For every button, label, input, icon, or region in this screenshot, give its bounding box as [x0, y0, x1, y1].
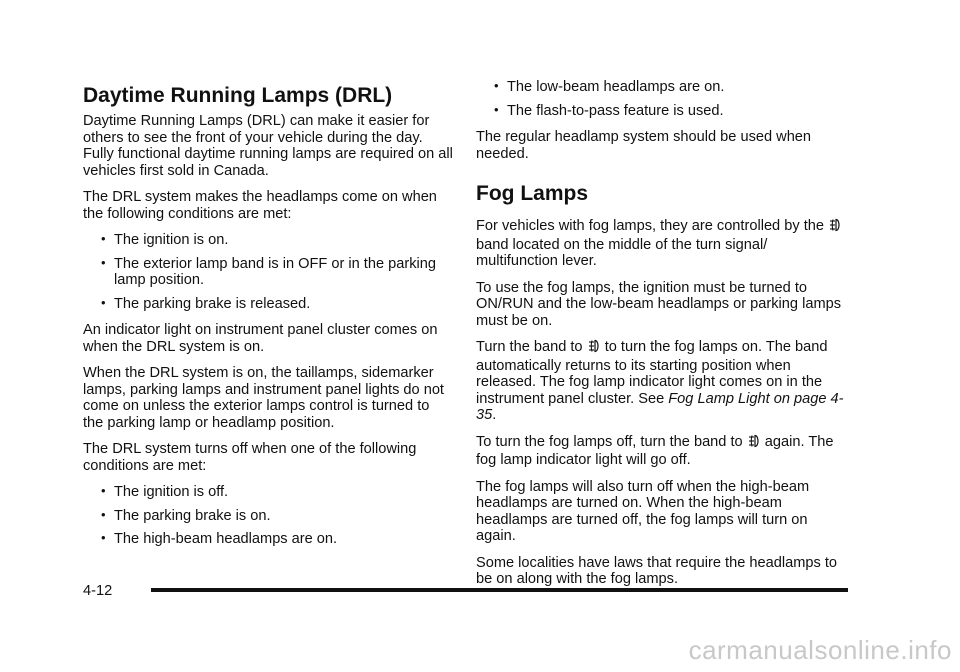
fog-p5: The fog lamps will also turn off when the high-beam headlamps are turned on. When the high-beam headlamps are turned off, the fog lamps will turn on again. — [476, 478, 810, 544]
drl-indicator: An indicator light on instrument panel cluster comes on when the DRL system is on. — [83, 322, 438, 355]
list-item-text: The flash-to-pass feature is used. — [507, 102, 724, 119]
fog-lamp-icon — [588, 339, 600, 358]
fog-p3-end: . — [492, 407, 497, 423]
footer-rule — [151, 588, 848, 592]
drl-conditions-on-intro: The DRL system makes the headlamps come on when the following conditions are met: — [83, 189, 437, 222]
list-item-text: The ignition is on. — [114, 232, 229, 248]
drl-conditions-on-list — [83, 232, 453, 312]
fog-lamp-light-xref[interactable]: Fog Lamp Light on page 4-35 — [476, 390, 844, 423]
drl-regular: The regular headlamp system should be used when needed. — [476, 129, 812, 162]
page-number: 4-12 — [83, 583, 113, 599]
list-item — [101, 254, 453, 289]
left-column — [83, 113, 453, 558]
drl-taillamps: When the DRL system is on, the taillamps, sidemarker lamps, parking lamps and instrument panel lights do not come on unless the exterior lamps control is turned to the parking lamp or headlamp position. — [83, 365, 444, 431]
bullet-icon: • — [101, 506, 106, 522]
bullet-icon: • — [101, 530, 106, 545]
bullet-icon: • — [101, 231, 106, 246]
watermark: carmanualsonline.info — [688, 635, 952, 665]
list-item-text: The exterior lamp band is in OFF or in the parking lamp position. — [114, 255, 437, 288]
list-item-text: The high-beam headlamps are on. — [114, 531, 338, 547]
list-item — [101, 483, 453, 501]
fog-lamp-icon — [829, 218, 841, 237]
bullet-icon: • — [101, 254, 106, 270]
fog-p1 — [476, 218, 848, 270]
fog-p6: Some localities have laws that require the headlamps to be on along with the fog lamps. — [476, 554, 837, 587]
list-item-text: The ignition is off. — [114, 484, 229, 500]
fog-p3-text-after: to turn the fog lamps on. The band automatically returns to its starting position when released. The fog lamp indicator light comes on in the instrument panel cluster. See — [476, 339, 828, 407]
list-item-text: The parking brake is released. — [114, 295, 311, 312]
list-item — [494, 101, 848, 120]
list-item — [494, 78, 848, 96]
fog-heading: Fog Lamps — [476, 182, 589, 205]
bullet-icon: • — [101, 294, 106, 310]
fog-p1-text-after: band located on the middle of the turn signal/ multifunction lever. — [476, 236, 768, 269]
drl-intro: Daytime Running Lamps (DRL) can make it easier for others to see the front of your vehicle during the day. Fully functional daytime running lamps are required on all vehicles first sold in Canada. — [83, 113, 453, 179]
fog-p4 — [476, 434, 848, 469]
list-item — [101, 231, 453, 249]
fog-lamp-icon — [748, 434, 760, 453]
list-item-text: The low-beam headlamps are on. — [507, 79, 725, 95]
drl-conditions-off-list-cont — [476, 79, 848, 119]
list-item — [101, 506, 453, 525]
fog-p3-text: Turn the band to — [476, 339, 583, 355]
fog-p4-text: To turn the fog lamps off, turn the band to — [476, 433, 743, 450]
list-item — [101, 530, 453, 548]
right-column — [476, 79, 848, 598]
bullet-icon: • — [101, 483, 106, 498]
bullet-icon: • — [494, 101, 499, 117]
fog-p4-text-after: again. The fog lamp indicator light will go off. — [476, 433, 834, 468]
drl-conditions-off-list — [83, 484, 453, 548]
fog-p3 — [476, 339, 848, 424]
drl-heading: Daytime Running Lamps (DRL) — [83, 84, 393, 107]
list-item-text: The parking brake is on. — [114, 507, 271, 524]
fog-p1-text: For vehicles with fog lamps, they are controlled by the — [476, 218, 824, 234]
bullet-icon: • — [494, 78, 499, 93]
drl-conditions-off-intro: The DRL system turns off when one of the following conditions are met: — [83, 441, 417, 474]
list-item — [101, 294, 453, 313]
fog-p2: To use the fog lamps, the ignition must be turned to ON/RUN and the low-beam headlamps or parking lamps must be on. — [476, 279, 842, 329]
